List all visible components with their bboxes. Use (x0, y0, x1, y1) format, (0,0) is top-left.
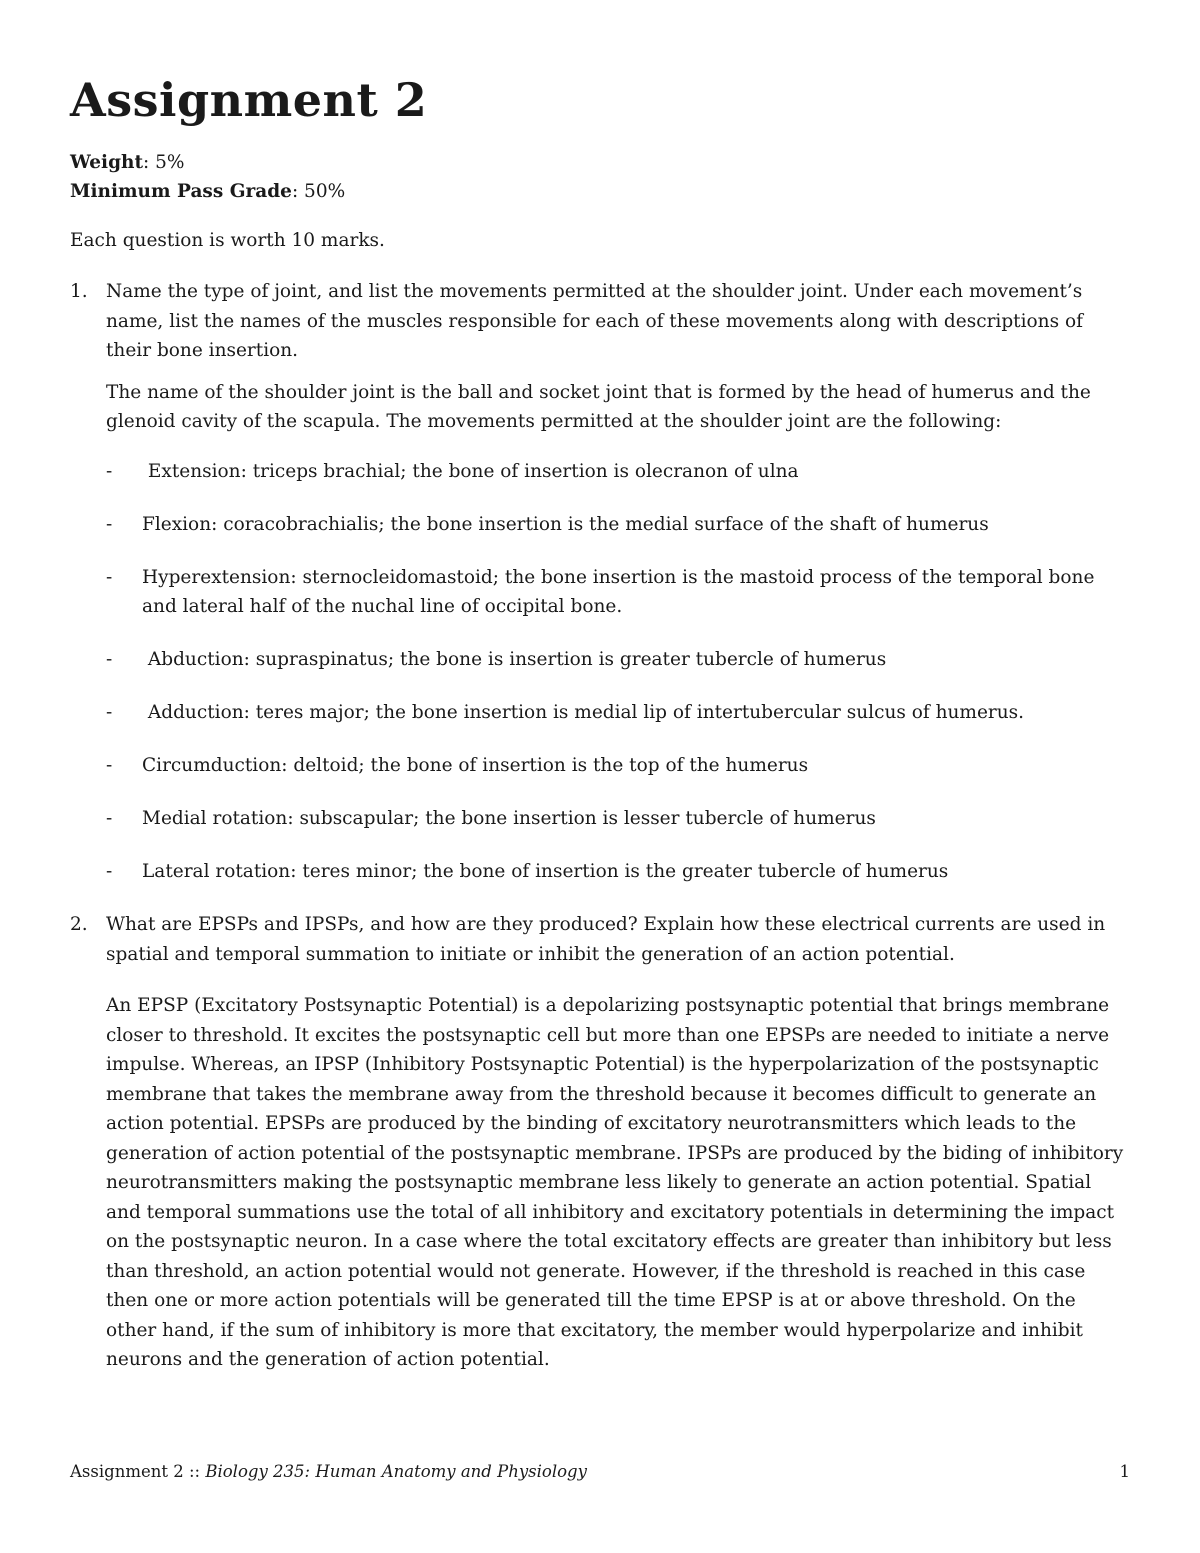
dash-bullet: - (106, 649, 113, 670)
movement-item (106, 698, 1130, 728)
question-list (70, 277, 1130, 1375)
question-prompt: What are EPSPs and IPSPs, and how are they produced? Explain how these electrical currents are used in spatial and temporal summation to initiate or inhibit the generation of an action potential. (106, 914, 1106, 965)
movement-item (106, 457, 1130, 487)
movement-text: Adduction: teres major; the bone insertion is medial lip of intertubercular sulcus of humerus. (142, 702, 1025, 723)
footer-course: Biology 235: Human Anatomy and Physiology (205, 1462, 587, 1481)
min-pass-line (70, 177, 1130, 206)
dash-bullet: - (106, 755, 113, 776)
movement-item (106, 751, 1130, 781)
movement-text: Hyperextension: sternocleidomastoid; the bone insertion is the mastoid process of the temporal bone and lateral half of the nuchal line of occipital bone. (142, 566, 1095, 617)
movement-text: Medial rotation: subscapular; the bone insertion is lesser tubercle of humerus (142, 808, 876, 829)
answer-text: An EPSP (Excitatory Postsynaptic Potential) is a depolarizing postsynaptic potential that brings membrane closer to threshold. It excites the postsynaptic cell but more than one EPSPs are needed to initiate a nerve impulse. Whereas, an IPSP (Inhibitory Postsynaptic Potential) is the hyperpolarization of the postsynaptic membrane that takes the membrane away from the threshold because it becomes difficult to generate an action potential. EPSPs are produced by the binding of excitatory neurotransmitters which leads to the generation of action potential of the postsynaptic membrane. IPSPs are produced by the biding of inhibitory neurotransmitters making the postsynaptic membrane less likely to generate an action potential. Spatial and temporal summations use the total of all inhibitory and excitatory potentials in determining the impact on the postsynaptic neuron. In a case where the total excitatory effects are greater than inhibitory but less than threshold, an action potential would not generate. However, if the threshold is reached in this case then one or more action potentials will be generated till the time EPSP is at or above threshold. On the other hand, if the sum of inhibitory is more that excitatory, the member would hyperpolarize and inhibit neurons and the generation of action potential. (106, 995, 1124, 1370)
document-page (70, 70, 1130, 1375)
movement-list (106, 457, 1130, 887)
movement-item (106, 857, 1130, 887)
answer-text: The name of the shoulder joint is the ball and socket joint that is formed by the head of humerus and the glenoid cavity of the scapula. The movements permitted at the shoulder joint are the following: (106, 381, 1091, 432)
movement-text: Lateral rotation: teres minor; the bone of insertion is the greater tubercle of humerus (142, 861, 949, 882)
page-title: Assignment 2 (70, 73, 428, 127)
dash-bullet: - (106, 513, 113, 535)
movement-item (106, 510, 1130, 540)
movement-text: Abduction: supraspinatus; the bone is insertion is greater tubercle of humerus (142, 649, 887, 670)
movement-item (106, 563, 1130, 622)
min-pass-label: Minimum Pass Grade (70, 181, 292, 202)
assignment-meta (70, 148, 1130, 206)
question-2 (70, 910, 1130, 1375)
dash-bullet: - (106, 460, 113, 482)
dash-bullet: - (106, 861, 113, 882)
movement-text: Extension: triceps brachial; the bone of insertion is olecranon of ulna (142, 460, 799, 482)
intro-text: Each question is worth 10 marks. (70, 230, 385, 251)
min-pass-value: : 50% (291, 181, 346, 202)
question-number: 1. (70, 281, 88, 302)
footer-prefix: Assignment 2 :: (70, 1462, 206, 1481)
movement-text: Flexion: coracobrachialis; the bone insertion is the medial surface of the shaft of humerus (142, 513, 989, 535)
dash-bullet: - (106, 566, 113, 588)
page-number: 1 (1119, 1462, 1130, 1481)
page-footer (70, 1460, 1130, 1484)
movement-item (106, 645, 1130, 675)
dash-bullet: - (106, 808, 113, 829)
movement-item (106, 804, 1130, 834)
question-prompt: Name the type of joint, and list the movements permitted at the shoulder joint. Under each movement’s name, list the names of the muscles responsible for each of these movements along with descriptions of their bone insertion. (106, 281, 1083, 361)
weight-line (70, 148, 1130, 177)
dash-bullet: - (106, 702, 113, 723)
movement-text: Circumduction: deltoid; the bone of insertion is the top of the humerus (142, 755, 809, 776)
weight-value: : 5% (143, 152, 185, 173)
question-number: 2. (70, 914, 88, 935)
weight-label: Weight (70, 152, 143, 173)
question-1 (70, 277, 1130, 887)
